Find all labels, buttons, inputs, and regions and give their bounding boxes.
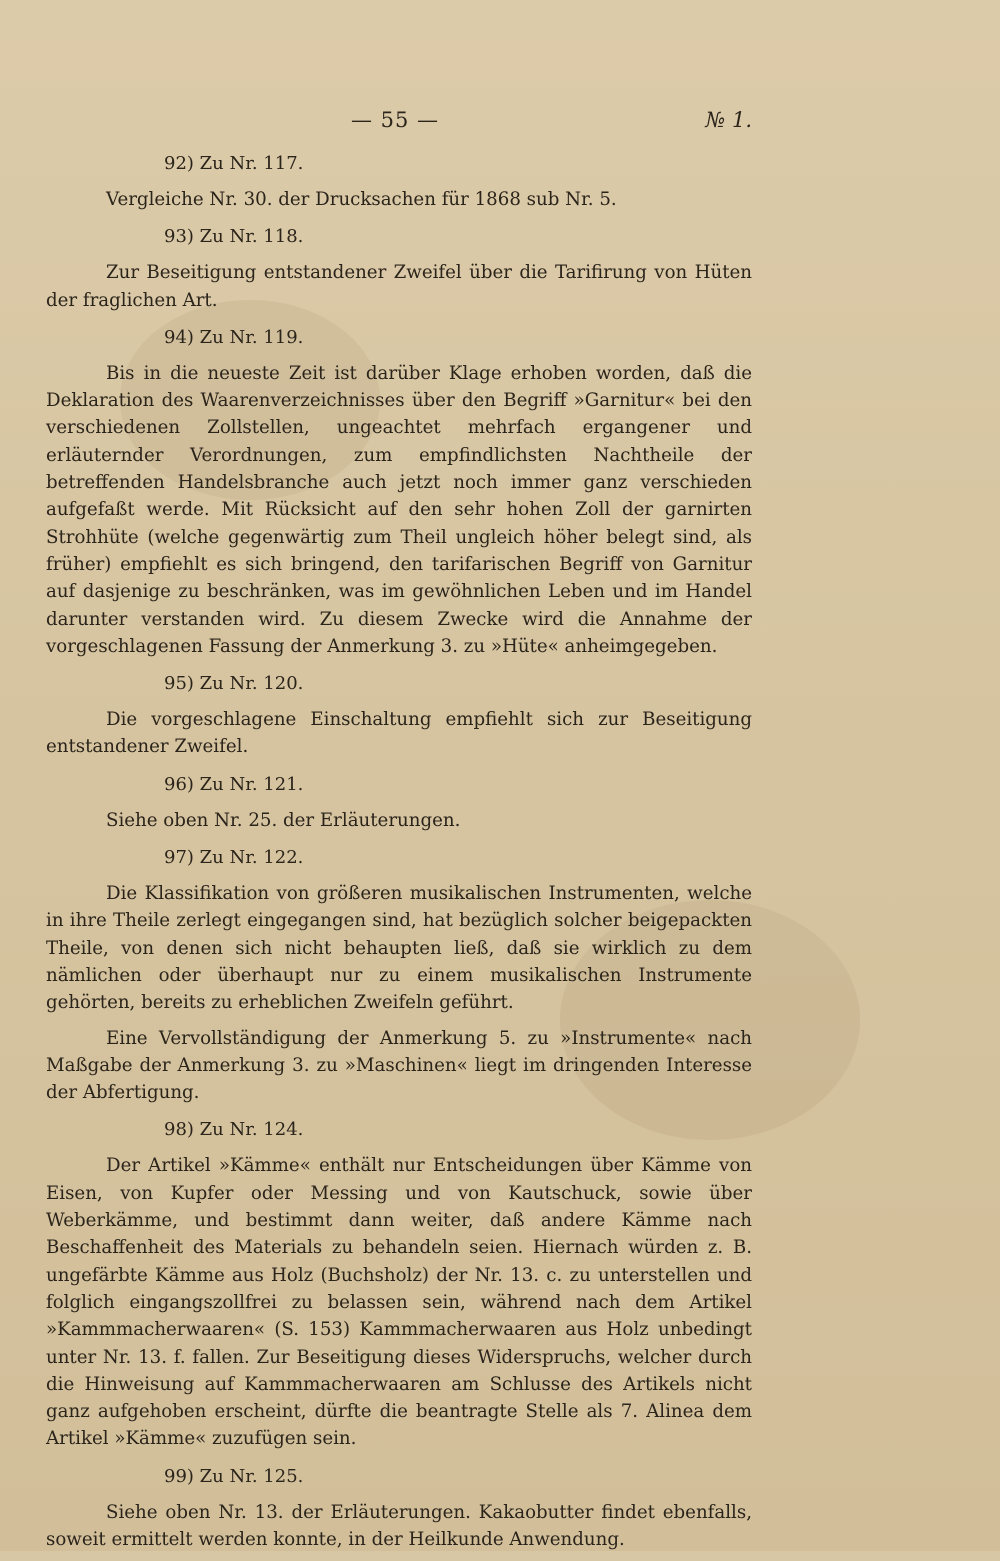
page-header bbox=[0, 108, 1000, 138]
section-heading: 92) Zu Nr. 117. bbox=[164, 153, 304, 174]
paragraph: Bis in die neueste Zeit ist darüber Klage erhoben worden, daß die Deklaration des Waarenverzeichnisses über den Begriff »Garnitur« bei den verschiedenen Zollstellen, ungeachtet mehrfach ergangener und erläuternder Verordnungen, zum empfindlichsten Nachtheile der betreffenden Handelsbranche auch jetzt noch immer ganz verschieden aufgefaßt werde. Mit Rücksicht auf den sehr hohen Zoll der garnirten Strohhüte (welche gegenwärtig zum Theil ungleich höher belegt sind, als früher) empfiehlt es sich bringend, den tarifarischen Begriff von Garnitur auf dasjenige zu beschränken, was im gewöhnlichen Leben und im Handel darunter verstanden wird. Zu diesem Zwecke wird die Annahme der vorgeschlagenen Fassung der Anmerkung 3. zu »Hüte« anheimgegeben. bbox=[46, 362, 752, 657]
section-heading: 99) Zu Nr. 125. bbox=[164, 1465, 304, 1487]
paragraph: Siehe oben Nr. 13. der Erläuterungen. Kakaobutter findet ebenfalls, soweit ermittelt werden konnte, in der Heilkunde Anwendung. bbox=[46, 1501, 752, 1550]
sheet-number: № 1. bbox=[705, 108, 752, 132]
section-heading: 98) Zu Nr. 124. bbox=[164, 1119, 304, 1141]
section-94 bbox=[46, 326, 752, 660]
section-95 bbox=[46, 672, 752, 761]
section-99 bbox=[46, 1465, 752, 1554]
paragraph: Die Klassifikation von größeren musikalischen Instrumenten, welche in ihre Theile zerlegt eingegangen sind, hat bezüglich solcher beigepackten Theile, von denen sich nicht behaupten ließ, daß sie wirklich zu dem nämlichen oder überhaupt nur zu einem musikalischen Instrumente gehörten, bereits zu erheblichen Zweifeln geführt. bbox=[46, 883, 752, 1014]
page-number: — 55 — bbox=[350, 108, 440, 132]
section-92 bbox=[46, 152, 752, 213]
paragraph: Vergleiche Nr. 30. der Drucksachen für 1868 sub Nr. 5. bbox=[106, 189, 617, 210]
paragraph: Die vorgeschlagene Einschaltung empfiehlt sich zur Beseitigung entstandener Zweifel. bbox=[46, 709, 752, 758]
section-heading: 95) Zu Nr. 120. bbox=[164, 673, 304, 695]
section-heading: 96) Zu Nr. 121. bbox=[164, 773, 304, 795]
section-97 bbox=[46, 846, 752, 1106]
paragraph: Siehe oben Nr. 25. der Erläuterungen. bbox=[106, 809, 461, 831]
paragraph: Zur Beseitigung entstandener Zweifel über die Tarifirung von Hüten der fraglichen Art. bbox=[46, 262, 752, 311]
section-heading: 97) Zu Nr. 122. bbox=[164, 847, 304, 869]
section-93 bbox=[46, 225, 752, 314]
document-body bbox=[46, 152, 752, 1561]
section-98 bbox=[46, 1118, 752, 1452]
paragraph: Der Artikel »Kämme« enthält nur Entscheidungen über Kämme von Eisen, von Kupfer oder Messing und von Kautschuck, sowie über Weberkämme, und bestimmt dann weiter, daß andere Kämme nach Beschaffenheit des Materials zu behandeln seien. Hiernach würden z. B. ungefärbte Kämme aus Holz (Buchsholz) der Nr. 13. c. zu unterstellen und folglich eingangszollfrei zu belassen sein, während nach dem Artikel »Kammmacherwaaren« (S. 153) Kammmacherwaaren aus Holz unbedingt unter Nr. 13. f. fallen. Zur Beseitigung dieses Widerspruchs, welcher durch die Hinweisung auf Kammmacherwaaren am Schlusse des Artikels nicht ganz aufgehoben erscheint, dürfte die beantragte Stelle als 7. Alinea dem Artikel »Kämme« zuzufügen sein. bbox=[46, 1155, 752, 1450]
section-96 bbox=[46, 773, 752, 834]
paragraph: Eine Vervollständigung der Anmerkung 5. zu »Instrumente« nach Maßgabe der Anmerkung 3. zu »Maschinen« liegt im dringenden Interesse der Abfertigung. bbox=[46, 1027, 752, 1104]
section-heading: 94) Zu Nr. 119. bbox=[164, 326, 304, 348]
section-heading: 93) Zu Nr. 118. bbox=[164, 226, 304, 248]
